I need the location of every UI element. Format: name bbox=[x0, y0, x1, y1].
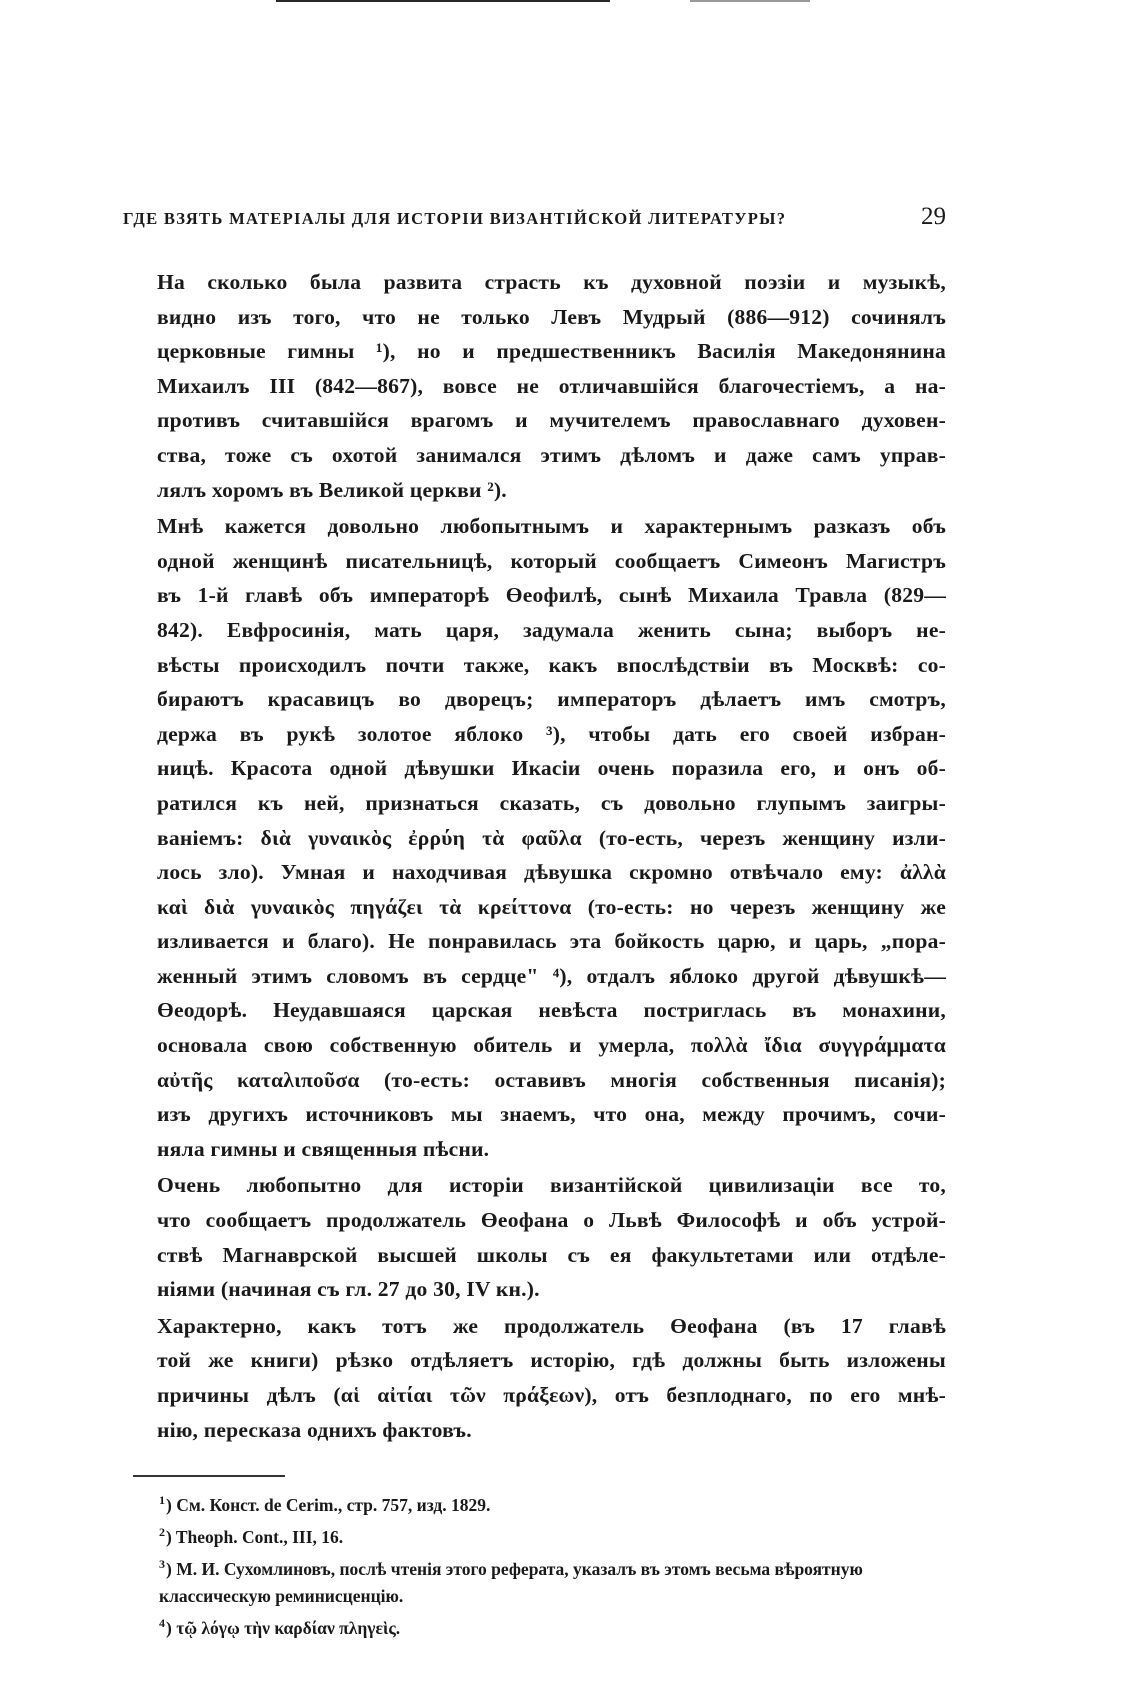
text-line: Мнѣ кажется довольно любопытнымъ и характернымъ разказъ объ bbox=[157, 514, 946, 539]
footnote bbox=[123, 1519, 946, 1551]
text-line: лось зло). Умная и находчивая дѣвушка скромно отвѣчало ему: ἀλλὰ bbox=[157, 860, 946, 885]
text-line: няла гимны и священныя пѣсни. bbox=[157, 1136, 490, 1161]
text-line: видно изъ того, что не только Левъ Мудрый (886—912) сочинялъ bbox=[157, 304, 946, 329]
text-line: причины дѣлъ (αἱ αἰτίαι τῶν πράξεων), отъ безплоднаго, по его мнѣ- bbox=[157, 1383, 946, 1407]
footnotes bbox=[123, 1487, 946, 1641]
book-page bbox=[123, 203, 946, 1642]
text-line: Өеодорѣ. Неудавшаяся царская невѣста постриглась въ монахини, bbox=[157, 998, 946, 1023]
text-line: лялъ хоромъ въ Великой церкви ²). bbox=[157, 477, 507, 502]
footnote-text: ) М. И. Сухомлиновъ, послѣ чтенія этого реферата, указалъ въ этомъ весьма вѣроятную классическую реминисценцію. bbox=[159, 1558, 863, 1606]
page-number: 29 bbox=[921, 203, 946, 230]
footnote-text: ) τῷ λόγῳ τὴν καρδίαν πληγεὶς. bbox=[166, 1617, 401, 1638]
top-edge-rule bbox=[276, 0, 610, 2]
text-line: церковные гимны ¹), но и предшественникъ Василія Македонянина bbox=[157, 339, 946, 364]
text-line: что сообщаетъ продолжатель Өеофана о Львѣ Философѣ и объ устрой- bbox=[157, 1208, 946, 1233]
footnote-divider bbox=[133, 1475, 285, 1477]
paragraph bbox=[123, 509, 946, 1166]
text-line: изъ другихъ источниковъ мы знаемъ, что она, между прочимъ, сочи- bbox=[157, 1102, 946, 1127]
text-line: На сколько была развита страсть къ духовной поэзіи и музыкѣ, bbox=[157, 270, 946, 294]
text-line: Очень любопытно для исторіи византійской цивилизаціи все то, bbox=[157, 1173, 946, 1198]
paragraph bbox=[123, 1168, 946, 1306]
text-line: ратился къ ней, признаться сказать, съ довольно глупымъ заигры- bbox=[157, 790, 946, 815]
text-line: основала свою собственную обитель и умерла, πολλὰ ἴδια συγγράμματα bbox=[157, 1033, 946, 1058]
text-line: αὐτῆς καταλιποῦσα (то-есть: оставивъ многія собственныя писанія); bbox=[157, 1067, 946, 1092]
text-line: изливается и благо). Не понравилась эта бойкость царю, и царь, „пора- bbox=[157, 929, 946, 954]
text-line: ваніемъ: διὰ γυναικὸς ἐρρύη τὰ φαῦλα (то-есть, черезъ женщину изли- bbox=[157, 825, 946, 850]
text-line: бираютъ красавицъ во дворецъ; императоръ дѣлаетъ имъ смотръ, bbox=[157, 687, 946, 712]
text-line: καὶ διὰ γυναικὸς πηγάζει τὰ κρείττονα (то-есть: но черезъ женщину же bbox=[157, 894, 946, 919]
text-line: ствѣ Магнаврской высшей школы съ ея факультетами или отдѣле- bbox=[157, 1242, 946, 1267]
text-line: ніями (начиная съ гл. 27 до 30, IV кн.). bbox=[157, 1277, 540, 1302]
text-line: ницѣ. Красота одной дѣвушки Икасіи очень поразила его, и онъ об- bbox=[157, 756, 946, 781]
footnote-mark: 1 bbox=[159, 1493, 165, 1508]
footnote bbox=[123, 1610, 946, 1642]
body-text bbox=[123, 265, 946, 1447]
top-edge-rule-faint bbox=[690, 0, 810, 2]
footnote-text: ) См. Конст. de Cerim., стр. 757, изд. 1829. bbox=[166, 1495, 491, 1516]
text-line: Характерно, какъ тотъ же продолжатель Өеофана (въ 17 главѣ bbox=[157, 1313, 946, 1338]
footnote-mark: 4 bbox=[159, 1615, 165, 1630]
text-line: 842). Евфросинія, мать царя, задумала женить сына; выборъ не- bbox=[157, 617, 946, 642]
text-line: женный этимъ словомъ въ сердце" ⁴), отдалъ яблоко другой дѣвушкѣ— bbox=[157, 963, 946, 988]
running-title: ГДЕ ВЗЯТЬ МАТЕРІАЛЫ ДЛЯ ИСТОРІИ ВИЗАНТІЙСКОЙ ЛИТЕРАТУРЫ? bbox=[123, 209, 787, 228]
paragraph bbox=[123, 1309, 946, 1447]
text-line: Михаилъ III (842—867), вовсе не отличавшійся благочестіемъ, а на- bbox=[157, 373, 946, 398]
text-line: нію, пересказа однихъ фактовъ. bbox=[157, 1417, 472, 1442]
running-header bbox=[123, 203, 946, 237]
text-line: одной женщинѣ писательницѣ, который сообщаетъ Симеонъ Магистръ bbox=[157, 548, 946, 573]
text-line: держа въ рукѣ золотое яблоко ³), чтобы дать его своей избран- bbox=[157, 721, 946, 746]
footnote-mark: 3 bbox=[159, 1556, 165, 1571]
text-line: въ 1-й главѣ объ императорѣ Өеофилѣ, сынѣ Михаила Травла (829— bbox=[157, 583, 946, 608]
paragraph bbox=[123, 265, 946, 507]
footnote bbox=[123, 1487, 946, 1519]
footnote bbox=[123, 1551, 946, 1610]
text-line: ства, тоже съ охотой занимался этимъ дѣломъ и даже самъ управ- bbox=[157, 442, 946, 467]
text-line: вѣсты происходилъ почти также, какъ впослѣдствіи въ Москвѣ: со- bbox=[157, 652, 946, 677]
footnote-text: ) Theoph. Cont., III, 16. bbox=[166, 1526, 344, 1547]
text-line: той же книги) рѣзко отдѣляетъ исторію, гдѣ должны быть изложены bbox=[157, 1348, 946, 1373]
text-line: противъ считавшійся врагомъ и мучителемъ православнаго духовен- bbox=[157, 408, 946, 433]
footnote-mark: 2 bbox=[159, 1525, 165, 1540]
